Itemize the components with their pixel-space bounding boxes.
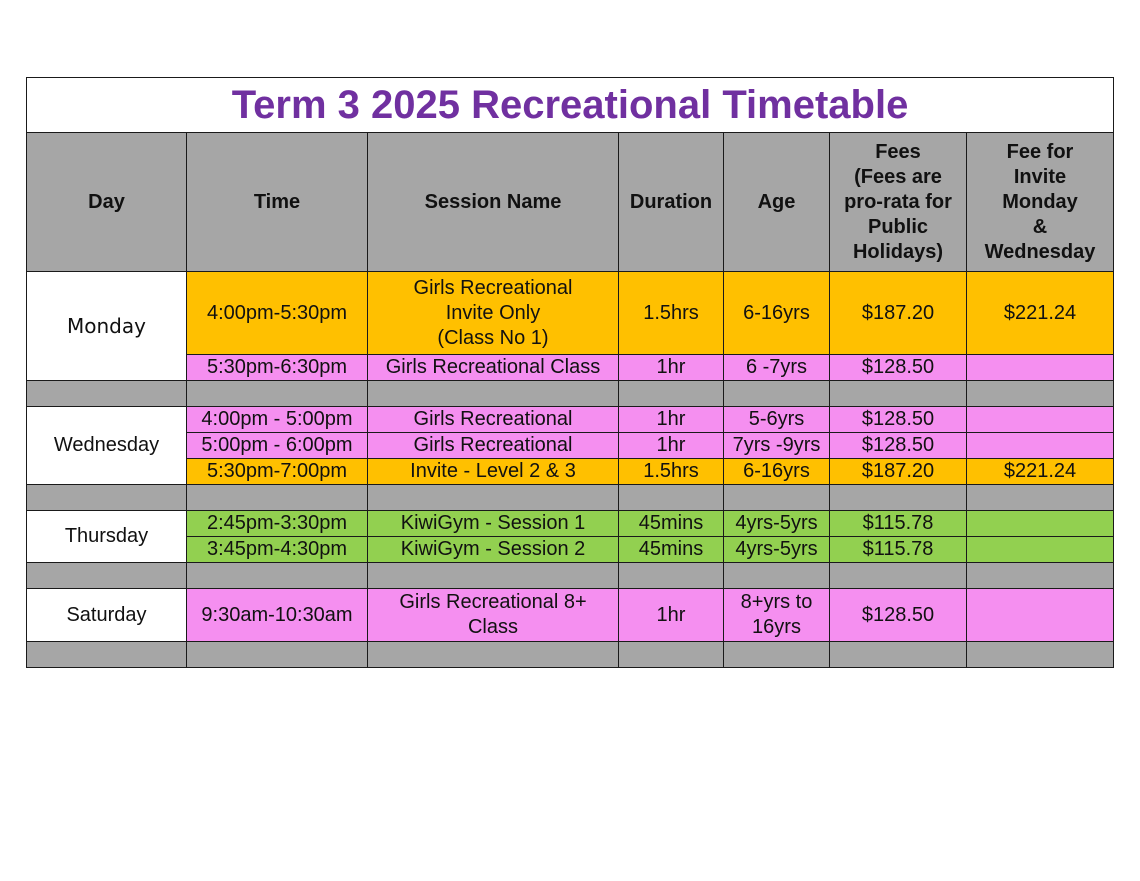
spacer-row: [27, 642, 1114, 668]
fee-cell: $128.50: [830, 407, 967, 433]
session-cell: KiwiGym - Session 1: [368, 511, 619, 537]
duration-cell: 45mins: [619, 511, 724, 537]
header-fees-line: Public: [867, 215, 928, 238]
time-cell: 3:45pm-4:30pm: [187, 537, 368, 563]
time-cell: 2:45pm-3:30pm: [187, 511, 368, 537]
fee-cell: $115.78: [830, 511, 967, 537]
table-row: [27, 589, 1114, 642]
age-cell: [724, 589, 830, 642]
table-row: [27, 511, 1114, 537]
age-cell: 6 -7yrs: [724, 355, 830, 381]
fee-cell: $187.20: [830, 459, 967, 485]
age-line: 16yrs: [752, 616, 801, 638]
invite-fee-cell: $221.24: [967, 272, 1114, 355]
header-invite-line: Monday: [1002, 190, 1078, 213]
header-invite-line: &: [1032, 215, 1048, 238]
time-cell: 4:00pm - 5:00pm: [187, 407, 368, 433]
age-cell: 4yrs-5yrs: [724, 511, 830, 537]
spacer-row: [27, 381, 1114, 407]
duration-cell: 1.5hrs: [619, 459, 724, 485]
duration-cell: 45mins: [619, 537, 724, 563]
age-cell: 6-16yrs: [724, 459, 830, 485]
session-cell: [368, 589, 619, 642]
fee-cell: $115.78: [830, 537, 967, 563]
day-monday: Monday: [27, 272, 187, 381]
session-cell: Girls Recreational: [368, 407, 619, 433]
invite-fee-cell: [967, 537, 1114, 563]
session-line: Class: [467, 616, 518, 638]
age-cell: 6-16yrs: [724, 272, 830, 355]
spacer-row: [27, 485, 1114, 511]
day-wednesday: Wednesday: [27, 407, 187, 485]
header-fees-line: (Fees are: [854, 165, 942, 188]
fee-cell: $187.20: [830, 272, 967, 355]
age-cell: 4yrs-5yrs: [724, 537, 830, 563]
title-cell: [27, 78, 1114, 133]
page-title: Term 3 2025 Recreational Timetable: [231, 83, 909, 127]
session-cell: [368, 272, 619, 355]
timetable: [26, 77, 1114, 668]
invite-fee-cell: [967, 407, 1114, 433]
header-session: Session Name: [368, 133, 619, 272]
invite-fee-cell: [967, 589, 1114, 642]
header-invite-line: Fee for: [1006, 140, 1074, 163]
table-row: [27, 459, 1114, 485]
table-row: [27, 537, 1114, 563]
table-row: [27, 355, 1114, 381]
session-line: Girls Recreational: [413, 276, 573, 299]
fee-cell: $128.50: [830, 355, 967, 381]
session-line: Invite Only: [445, 301, 541, 324]
invite-fee-cell: [967, 355, 1114, 381]
session-line: (Class No 1): [437, 326, 549, 349]
table-row: [27, 407, 1114, 433]
header-invite-line: Wednesday: [984, 240, 1096, 263]
duration-cell: 1hr: [619, 589, 724, 642]
header-fees: [830, 133, 967, 272]
session-cell: Invite - Level 2 & 3: [368, 459, 619, 485]
age-line: 8+yrs to: [740, 591, 813, 613]
age-cell: 5-6yrs: [724, 407, 830, 433]
session-cell: KiwiGym - Session 2: [368, 537, 619, 563]
header-row: [27, 133, 1114, 272]
age-cell: 7yrs -9yrs: [724, 433, 830, 459]
session-cell: Girls Recreational Class: [368, 355, 619, 381]
time-cell: 5:00pm - 6:00pm: [187, 433, 368, 459]
duration-cell: 1hr: [619, 355, 724, 381]
duration-cell: 1hr: [619, 407, 724, 433]
fee-cell: $128.50: [830, 433, 967, 459]
header-fees-line: Fees: [875, 140, 921, 163]
session-cell: Girls Recreational: [368, 433, 619, 459]
header-time: Time: [187, 133, 368, 272]
header-duration: Duration: [619, 133, 724, 272]
spacer-row: [27, 563, 1114, 589]
time-cell: 9:30am-10:30am: [187, 589, 368, 642]
header-day: Day: [27, 133, 187, 272]
day-thursday: Thursday: [27, 511, 187, 563]
time-cell: 5:30pm-7:00pm: [187, 459, 368, 485]
header-invite-fee: [967, 133, 1114, 272]
table-row: [27, 272, 1114, 355]
invite-fee-cell: [967, 433, 1114, 459]
day-saturday: Saturday: [27, 589, 187, 642]
header-age: Age: [724, 133, 830, 272]
time-cell: 4:00pm-5:30pm: [187, 272, 368, 355]
header-fees-line: Holidays): [852, 240, 944, 263]
invite-fee-cell: $221.24: [967, 459, 1114, 485]
session-line: Girls Recreational 8+: [399, 591, 587, 613]
header-fees-line: pro-rata for: [844, 190, 952, 213]
invite-fee-cell: [967, 511, 1114, 537]
fee-cell: $128.50: [830, 589, 967, 642]
time-cell: 5:30pm-6:30pm: [187, 355, 368, 381]
duration-cell: 1hr: [619, 433, 724, 459]
header-invite-line: Invite: [1013, 165, 1067, 188]
duration-cell: 1.5hrs: [619, 272, 724, 355]
table-row: [27, 433, 1114, 459]
